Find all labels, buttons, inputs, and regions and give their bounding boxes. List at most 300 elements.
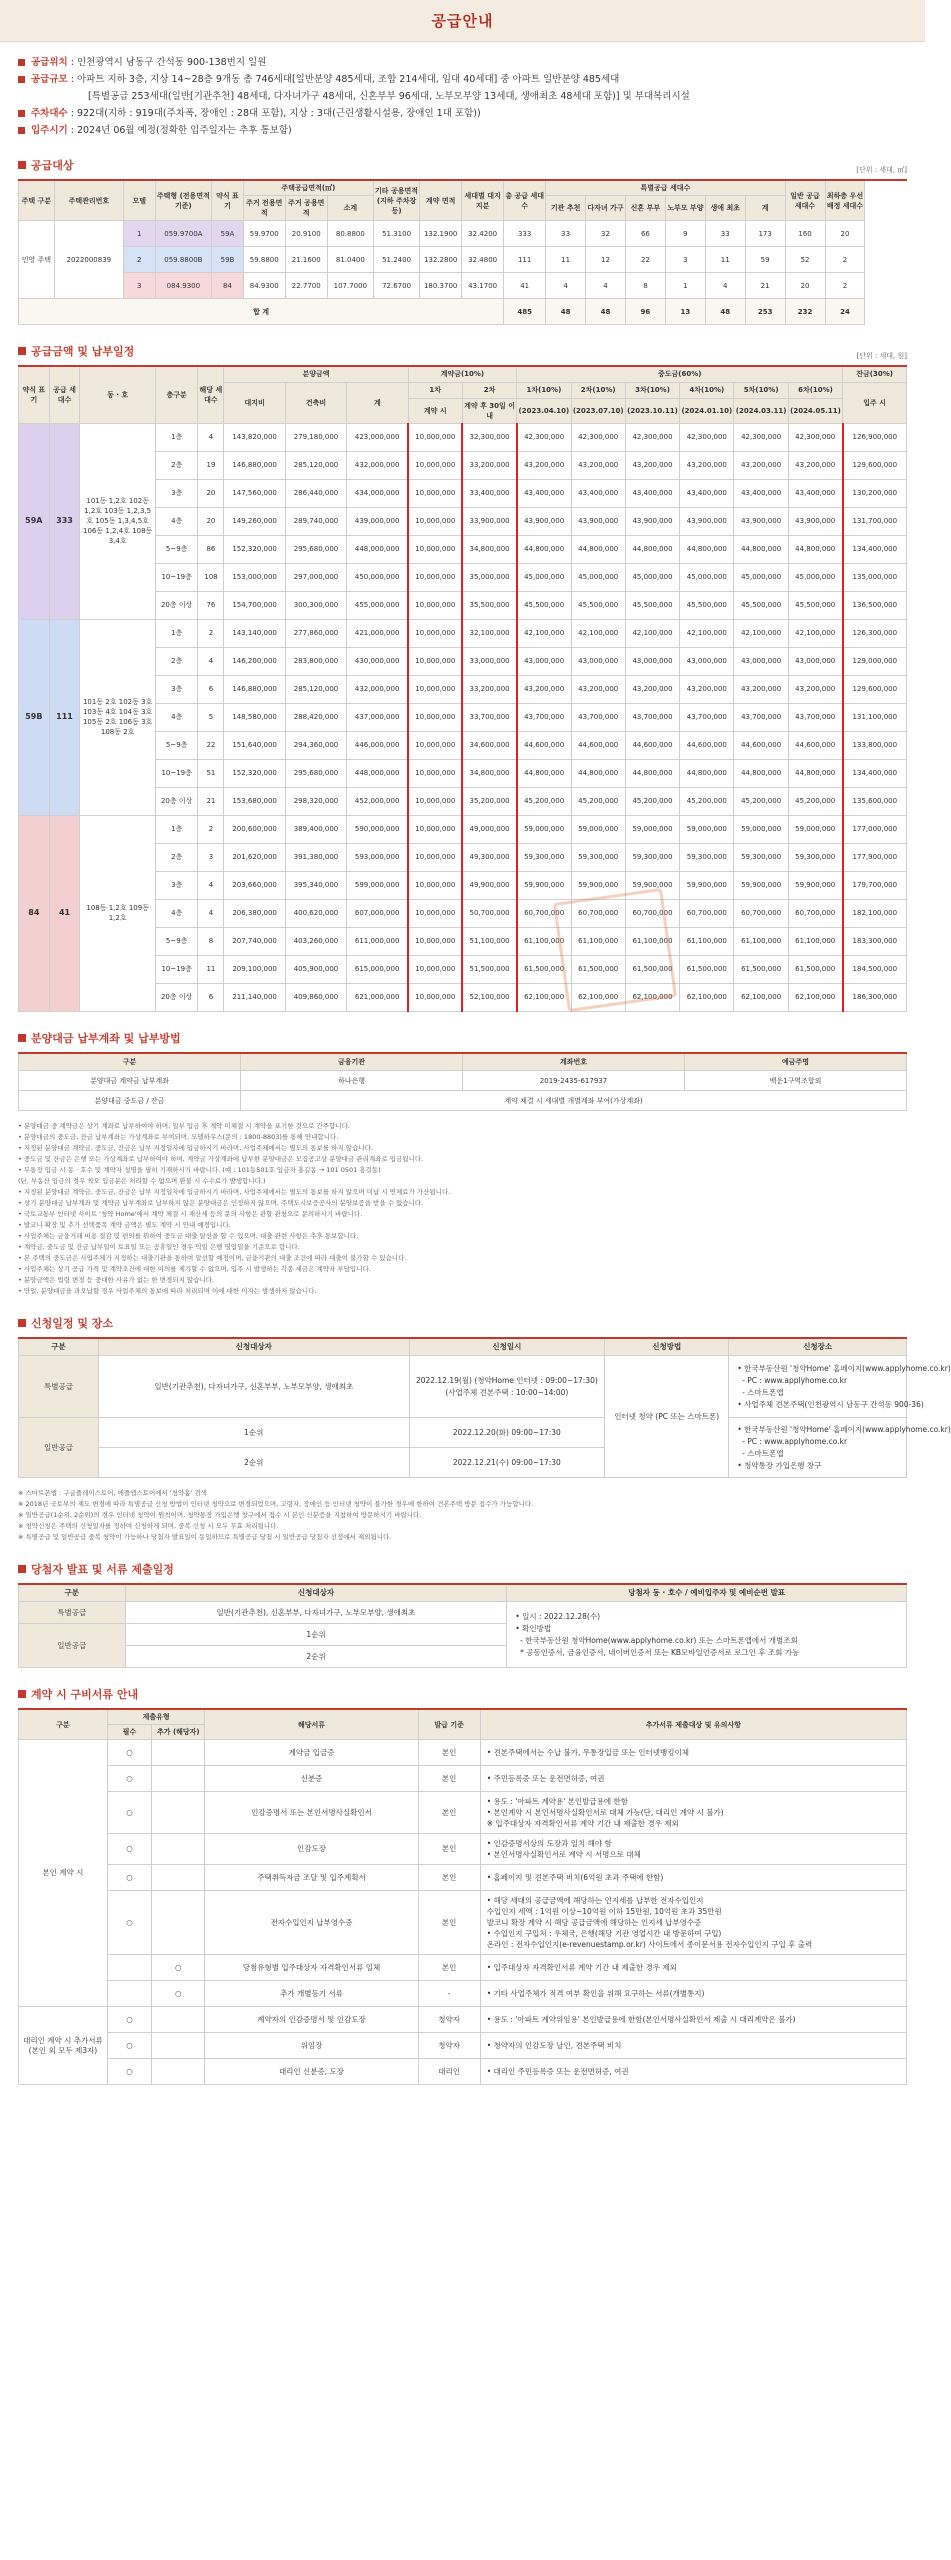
cell-other: 72.6700 [373,273,419,299]
price-building: 295,680,000 [285,759,346,787]
docs-doc: 계약금 입금증 [205,1740,418,1766]
price-mid-4: 59,300,000 [680,843,734,871]
account-table [18,1052,907,1112]
docs-doc: 계약자의 인감증명서 및 인감도장 [205,2007,418,2033]
price-mid-3: 43,200,000 [625,451,679,479]
docs-extra: ○ [152,1955,205,1981]
price-balance: 126,300,000 [843,619,907,647]
price-mid-3: 45,500,000 [625,591,679,619]
price-floor: 3층 [155,675,198,703]
price-deposit-2: 33,200,000 [462,675,516,703]
price-count: 3 [198,843,224,871]
approval-stamp-watermark [553,888,677,1012]
docs-doc: 인감증명서 또는 본인서명사실확인서 [205,1792,418,1834]
docs-note: • 주민등록증 또는 운전면허증, 여권 [480,1766,906,1792]
cell-contract: 132.2800 [420,247,462,273]
price-mid-3: 43,400,000 [625,479,679,507]
price-mid-5: 61,500,000 [734,955,788,983]
th-p-mid: 중도금(60%) [517,366,843,382]
price-dong: 101동 2호 102동 3호 103동 4호 104동 3호 105동 2호 106동 3호 108동 2호 [80,619,156,815]
docs-note: • 입주대상자 자격확인서류 계약 기간 내 제출한 경우 제외 [480,1955,906,1981]
price-count: 86 [198,535,224,563]
price-deposit-2: 51,100,000 [462,927,516,955]
th-p-d2-when: 계약 후 30일 이내 [462,398,516,423]
price-balance: 182,100,000 [843,899,907,927]
th-p-units: 공급 세대수 [49,366,80,423]
docs-issuer: 본인 [418,1955,480,1981]
note-line: • 지정된 분양대금 계약금, 중도금, 잔금은 납부 지정일자에 입금하시기 바라며, 사업주체에서는 별도의 통보를 하지 않습니다. [18,1144,373,1152]
note-line: • 계약금, 중도금 및 잔금 납부일이 토요일 또는 공휴일인 경우 익일 은행 영업일을 기준으로 합니다. [18,1243,300,1251]
cell-elderly: 9 [665,221,705,247]
cell-subtotal: 107.7000 [327,273,373,299]
price-floor: 2층 [155,843,198,871]
overview-text: : 922대(지하 : 919대(주차폭, 장애인 : 28대 포함), 지상 : 3대(근린생활시설용, 장애인 1대 포함)) [67,108,481,119]
price-floor: 10~19층 [155,759,198,787]
bullet-square-icon [18,76,25,83]
price-sum: 615,000,000 [347,955,408,983]
price-land: 153,680,000 [224,787,285,815]
price-mid-6: 59,000,000 [788,815,842,843]
price-mid-4: 44,800,000 [680,535,734,563]
place-line: • 한국부동산원 '청약Home' 홈페이지(www.applyhome.co.kr) [737,1363,951,1373]
price-land: 203,660,000 [224,871,285,899]
price-floor: 1층 [155,423,198,451]
th-type-area: 주택형 (전용면적 기준) [155,180,212,221]
price-mid-5: 44,800,000 [734,535,788,563]
cell-type: 059.9700A [155,221,212,247]
price-building: 283,800,000 [285,647,346,675]
th-w-announce: 당첨자 동 · 호수 / 예비입주자 및 예비순번 발표 [507,1584,907,1602]
price-count: 4 [198,899,224,927]
winners-title: 당첨자 발표 및 서류 제출일정 [31,1563,174,1576]
table-row [19,1891,907,1955]
price-balance: 131,700,000 [843,507,907,535]
price-mid-1: 42,300,000 [517,423,571,451]
th-p-m4-date: (2024.01.10) [680,398,734,423]
supply-title: 공급대상 [31,159,74,172]
cell-common: 21.1600 [285,247,327,273]
price-land: 146,880,000 [224,675,285,703]
price-deposit-1: 10,000,000 [408,675,462,703]
price-mid-6: 44,600,000 [788,731,842,759]
price-count: 11 [198,955,224,983]
docs-must: ○ [107,2007,151,2033]
price-floor: 10~19층 [155,563,198,591]
page-title: 공급안내 [431,12,494,30]
th-p-m1: 1차(10%) [517,382,571,398]
th-d-type: 구분 [19,1709,108,1740]
table-row [19,1740,907,1766]
place-line: - PC : www.applyhome.co.kr [737,1375,848,1385]
price-mid-3: 44,800,000 [625,759,679,787]
th-total-units: 총 공급 세대수 [504,180,546,221]
price-deposit-1: 10,000,000 [408,871,462,899]
th-p-m6-date: (2024.05.11) [788,398,842,423]
price-mid-2: 60,700,000 [571,899,625,927]
price-mid-1: 45,000,000 [517,563,571,591]
price-mid-4: 59,900,000 [680,871,734,899]
price-mid-6: 45,200,000 [788,787,842,815]
docs-doc: 추가 개별등기 서류 [205,1981,418,2007]
price-mid-5: 43,200,000 [734,675,788,703]
price-mid-1: 62,100,000 [517,983,571,1011]
price-deposit-2: 33,200,000 [462,451,516,479]
price-deposit-1: 10,000,000 [408,591,462,619]
th-d-issuer: 발급 기준 [418,1709,480,1740]
price-mid-3: 44,800,000 [625,535,679,563]
price-building: 289,740,000 [285,507,346,535]
price-count: 4 [198,647,224,675]
th-p-floor: 층구분 [155,366,198,423]
bullet-square-icon [18,1034,26,1042]
bullet-square-icon [18,127,25,134]
th-p-m3: 3차(10%) [625,382,679,398]
price-mid-5: 59,000,000 [734,815,788,843]
note-line: (단, 부동산 입금의 경우 착오 입금분은 처리할 수 없으며 환불 시 수수료가 발생합니다.) [18,1177,266,1185]
docs-issuer: 본인 [418,1891,480,1955]
price-deposit-2: 34,800,000 [462,759,516,787]
docs-note: • 용도 : '아파트 계약위임용' 본인발급용에 한함(본인서명사실확인서 제출 시 대리계약은 불가) [480,2007,906,2033]
price-title: 공급금액 및 납부일정 [31,345,135,358]
price-count: 4 [198,423,224,451]
price-mid-2: 42,100,000 [571,619,625,647]
cell-general: 20 [785,273,825,299]
price-deposit-2: 33,000,000 [462,647,516,675]
price-sum: 448,000,000 [347,535,408,563]
cell-abbr: 84 [212,273,244,299]
table-row [19,619,907,647]
cell-multi: 12 [586,247,626,273]
price-deposit-1: 10,000,000 [408,731,462,759]
docs-doc: 신분증 [205,1766,418,1792]
price-building: 405,900,000 [285,955,346,983]
th-p-building: 건축비 [285,382,346,423]
price-building: 300,300,000 [285,591,346,619]
price-land: 147,560,000 [224,479,285,507]
cell-multi: 32 [586,221,626,247]
docs-note: • 견본주택에서는 수납 불가, 무통장입금 또는 인터넷뱅킹이체 [480,1740,906,1766]
docs-extra [152,2033,205,2059]
cell-contract: 132.1900 [420,221,462,247]
price-balance: 179,700,000 [843,871,907,899]
price-mid-2: 59,300,000 [571,843,625,871]
th-housing-type: 주택 구분 [19,180,55,221]
price-deposit-1: 10,000,000 [408,507,462,535]
price-sum: 611,000,000 [347,927,408,955]
account-number: 2019-2435-617937 [463,1071,685,1091]
note-line: • 상기 분양대금 납부계좌 및 계약금 납부계좌로 납부하지 않은 분양대금은 인정하지 않으며, 주택도시보증공사의 분양보증을 받을 수 없습니다. [18,1199,424,1207]
price-mid-4: 43,700,000 [680,703,734,731]
note-line: • 분양금액은 법령 변경 등 중대한 사유가 없는 한 변경되지 않습니다. [18,1276,215,1284]
table-row [19,1091,907,1111]
th-p-d1-when: 계약 시 [408,398,462,423]
price-mid-6: 42,300,000 [788,423,842,451]
cell-land: 32.4800 [462,247,504,273]
docs-note: • 해당 세대의 공급금액에 해당하는 인지세를 납부한 전자수입인지 수입인지 세액 : 1억원 이상~10억원 이하 15만원, 10억원 초과 35만원 발코니 확장 계약 시 해당 공급금액에 해당하는 인지세 납부영수증 • 수입인지 구입처 : 우체국, 은행(해당 기관 영업시간 내 방문하여 구입) 온라인 : 전자수입인지(e-revenuestamp.or.kr) 사이트에서 종이문서용 전자수입인지 구입 후 출력 [480,1891,906,1955]
docs-must [107,1981,151,2007]
table-row [19,1981,907,2007]
price-mid-6: 43,000,000 [788,647,842,675]
total-sp_total: 253 [745,299,785,325]
price-mid-1: 43,400,000 [517,479,571,507]
schedule-special-date: 2022.12.19(월) (청약Home 인터넷 : 09:00~17:30) (사업주체 견본주택 : 10:00~14:00) [409,1356,604,1418]
price-count: 4 [198,871,224,899]
price-abbr: 59B [19,619,50,815]
docs-issuer: 청약자 [418,2033,480,2059]
overview-line [18,54,907,71]
docs-must: ○ [107,2059,151,2085]
docs-note: • 기타 사업주체가 적격 여부 확인을 위해 요구하는 서류(개별통지) [480,1981,906,2007]
table-row [19,423,907,451]
price-balance: 129,600,000 [843,451,907,479]
th-a-acct: 계좌번호 [463,1053,685,1071]
price-mid-5: 60,700,000 [734,899,788,927]
price-abbr: 59A [19,423,50,619]
cell-excl: 84.9300 [243,273,285,299]
section-title-docs [18,1686,907,1702]
overview-label: 입주시기 [31,125,68,136]
schedule-rank-2: 2순위 [98,1448,409,1478]
price-balance: 186,300,000 [843,983,907,1011]
cell-newlywed: 22 [625,247,665,273]
th-other-common: 기타 공용면적 (지하 주차장 등) [373,180,419,221]
price-mid-3: 43,000,000 [625,647,679,675]
price-deposit-2: 49,900,000 [462,871,516,899]
price-deposit-2: 32,300,000 [462,423,516,451]
price-deposit-2: 34,800,000 [462,535,516,563]
price-mid-6: 43,700,000 [788,703,842,731]
table-row [19,273,908,299]
docs-issuer: - [418,1981,480,2007]
price-land: 146,200,000 [224,647,285,675]
account-type: 분양대금 계약금 납부계좌 [19,1071,241,1091]
section-title-schedule [18,1315,907,1331]
cell-total: 41 [504,273,546,299]
place-line: • 확인방법 [515,1623,552,1633]
cell-first: 11 [705,247,745,273]
price-mid-2: 61,500,000 [571,955,625,983]
price-mid-6: 44,800,000 [788,759,842,787]
bullet-square-icon [18,110,25,117]
docs-table [18,1708,907,2085]
price-floor: 2층 [155,451,198,479]
price-mid-6: 60,700,000 [788,899,842,927]
price-mid-3: 45,000,000 [625,563,679,591]
price-deposit-2: 33,900,000 [462,507,516,535]
price-deposit-2: 32,100,000 [462,619,516,647]
note-line: ※ 스마트폰앱 : 구글플레이스토어, 애플앱스토어에서 '청약홈' 검색 [18,1489,207,1497]
cell-inst: 33 [546,221,586,247]
price-count: 19 [198,451,224,479]
price-deposit-1: 10,000,000 [408,983,462,1011]
th-p-count: 해당 세대수 [198,366,224,423]
price-mid-1: 59,000,000 [517,815,571,843]
price-land: 143,140,000 [224,619,285,647]
th-d-extra: 추가 (해당자) [152,1725,205,1740]
price-deposit-2: 35,200,000 [462,787,516,815]
price-balance: 133,800,000 [843,731,907,759]
th-p-m6: 6차(10%) [788,382,842,398]
price-mid-1: 43,900,000 [517,507,571,535]
price-building: 400,620,000 [285,899,346,927]
cell-total: 333 [504,221,546,247]
overview-text: : 아파트 지하 3층, 지상 14~28층 9개동 총 746세대[일반분양 485세대, 조합 214세대, 임대 40세대] 중 아파트 일반분양 485세대 [67,74,620,85]
cell-lowest: 2 [825,273,865,299]
docs-extra [152,1766,205,1792]
price-mid-4: 43,200,000 [680,451,734,479]
cell-subtotal: 81.0400 [327,247,373,273]
price-count: 2 [198,815,224,843]
place-line: • 일시 : 2022.12.28(수) [515,1611,601,1621]
price-mid-2: 43,200,000 [571,451,625,479]
overview-section [18,42,907,139]
price-mid-3: 61,100,000 [625,927,679,955]
price-mid-4: 44,800,000 [680,759,734,787]
price-deposit-1: 10,000,000 [408,899,462,927]
schedule-title: 신청일정 및 장소 [31,1317,114,1330]
table-row [19,1071,907,1091]
price-deposit-2: 52,100,000 [462,983,516,1011]
price-mid-6: 45,500,000 [788,591,842,619]
price-mid-2: 45,200,000 [571,787,625,815]
price-deposit-1: 10,000,000 [408,535,462,563]
price-mid-4: 61,500,000 [680,955,734,983]
account-bank: 하나은행 [241,1071,463,1091]
th-p-m1-date: (2023.04.10) [517,398,571,423]
th-p-deposit: 계약금(10%) [408,366,517,382]
th-first: 생애 최초 [705,196,745,221]
price-land: 152,320,000 [224,535,285,563]
price-mid-3: 59,000,000 [625,815,679,843]
docs-must: ○ [107,1865,151,1891]
th-a-holder: 예금주명 [685,1053,907,1071]
docs-note: • 홈페이지 및 견본주택 비치(6억원 초과 주택에 한함) [480,1865,906,1891]
price-sum: 455,000,000 [347,591,408,619]
price-floor: 5~9층 [155,927,198,955]
price-balance: 184,500,000 [843,955,907,983]
price-mid-6: 59,900,000 [788,871,842,899]
price-count: 22 [198,731,224,759]
complex-id: 2022000839 [54,221,123,299]
total-lowest: 24 [825,299,865,325]
price-balance: 135,000,000 [843,563,907,591]
place-line: * 공동인증서, 금융인증서, 네이버인증서 또는 KB모바일인증서로 로그인 후 조회 가능 [515,1647,800,1657]
cell-abbr: 59A [212,221,244,247]
th-p-sale: 분양금액 [224,366,408,382]
price-deposit-1: 10,000,000 [408,815,462,843]
price-mid-1: 61,500,000 [517,955,571,983]
price-mid-2: 59,900,000 [571,871,625,899]
price-sum: 607,000,000 [347,899,408,927]
cell-contract: 180.3700 [420,273,462,299]
winners-table [18,1583,907,1668]
docs-issuer: 본인 [418,1792,480,1834]
price-mid-5: 43,200,000 [734,451,788,479]
winners-rank-2: 2순위 [125,1646,507,1668]
total-label: 합 계 [19,299,504,325]
table-row [19,1602,907,1624]
price-count: 76 [198,591,224,619]
cell-excl: 59.8800 [243,247,285,273]
price-unit-note: [단위 : 세대, 원] [856,352,907,360]
place-line: - 스마트폰앱 [737,1448,784,1458]
price-sum: 450,000,000 [347,563,408,591]
th-p-balance: 잔금(30%) [843,366,907,382]
price-deposit-1: 10,000,000 [408,843,462,871]
place-line: - 스마트폰앱 [737,1387,784,1397]
overview-text: [특별공급 253세대(일반[기관추천] 48세대, 다자녀가구 48세대, 신혼부부 96세대, 노부모부양 13세대, 생애최초 48세대 포함)] 및 부대복리시설 [88,91,690,102]
price-deposit-1: 10,000,000 [408,647,462,675]
th-general: 일반 공급 세대수 [785,180,825,221]
cell-general: 52 [785,247,825,273]
place-line: - 한국부동산원 청약Home(www.applyhome.co.kr) 또는 스마트폰앱에서 개별조회 [515,1635,798,1645]
price-mid-5: 43,900,000 [734,507,788,535]
price-balance: 130,200,000 [843,479,907,507]
docs-must: ○ [107,1766,151,1792]
bullet-square-icon [18,1565,26,1573]
account-type: 분양대금 중도금 / 잔금 [19,1091,241,1111]
price-balance: 126,900,000 [843,423,907,451]
price-building: 285,120,000 [285,451,346,479]
price-floor: 4층 [155,507,198,535]
docs-issuer: 본인 [418,1865,480,1891]
th-complex-no: 주택관리번호 [54,180,123,221]
price-deposit-1: 10,000,000 [408,703,462,731]
price-mid-6: 45,000,000 [788,563,842,591]
price-mid-6: 43,200,000 [788,675,842,703]
cell-multi: 4 [586,273,626,299]
price-mid-5: 45,000,000 [734,563,788,591]
price-deposit-2: 51,500,000 [462,955,516,983]
th-land-share: 세대별 대지지분 [462,180,504,221]
docs-extra [152,2007,205,2033]
price-balance: 129,600,000 [843,675,907,703]
total-first: 48 [705,299,745,325]
docs-extra [152,2059,205,2085]
cell-newlywed: 66 [625,221,665,247]
docs-doc: 위임장 [205,2033,418,2059]
price-floor: 5~9층 [155,731,198,759]
price-land: 146,880,000 [224,451,285,479]
cell-lowest: 2 [825,247,865,273]
docs-doc: 당첨유형별 입주대상자 자격확인서류 일체 [205,1955,418,1981]
price-land: 211,140,000 [224,983,285,1011]
price-mid-3: 43,900,000 [625,507,679,535]
cell-common: 22.7700 [285,273,327,299]
account-virtual-note: 계약 체결 시 세대별 개별계좌 부여(가상계좌) [241,1091,907,1111]
price-deposit-2: 49,000,000 [462,815,516,843]
price-balance: 134,400,000 [843,535,907,563]
price-mid-2: 44,800,000 [571,759,625,787]
cell-inst: 11 [546,247,586,273]
price-mid-1: 44,800,000 [517,759,571,787]
price-mid-2: 44,800,000 [571,535,625,563]
price-land: 206,380,000 [224,899,285,927]
cell-sp_total: 173 [745,221,785,247]
docs-must [107,1955,151,1981]
price-balance: 134,400,000 [843,759,907,787]
cell-elderly: 3 [665,247,705,273]
overview-line [18,105,907,122]
housing-type: 민영 주택 [19,221,55,299]
th-w-type: 구분 [19,1584,126,1602]
th-p-abbr: 약식 표기 [19,366,50,423]
th-supply-area: 주택공급면적(㎡) [243,180,373,196]
price-floor: 20층 이상 [155,983,198,1011]
bullet-square-icon [18,347,26,355]
price-floor: 10~19층 [155,955,198,983]
total-inst: 48 [546,299,586,325]
